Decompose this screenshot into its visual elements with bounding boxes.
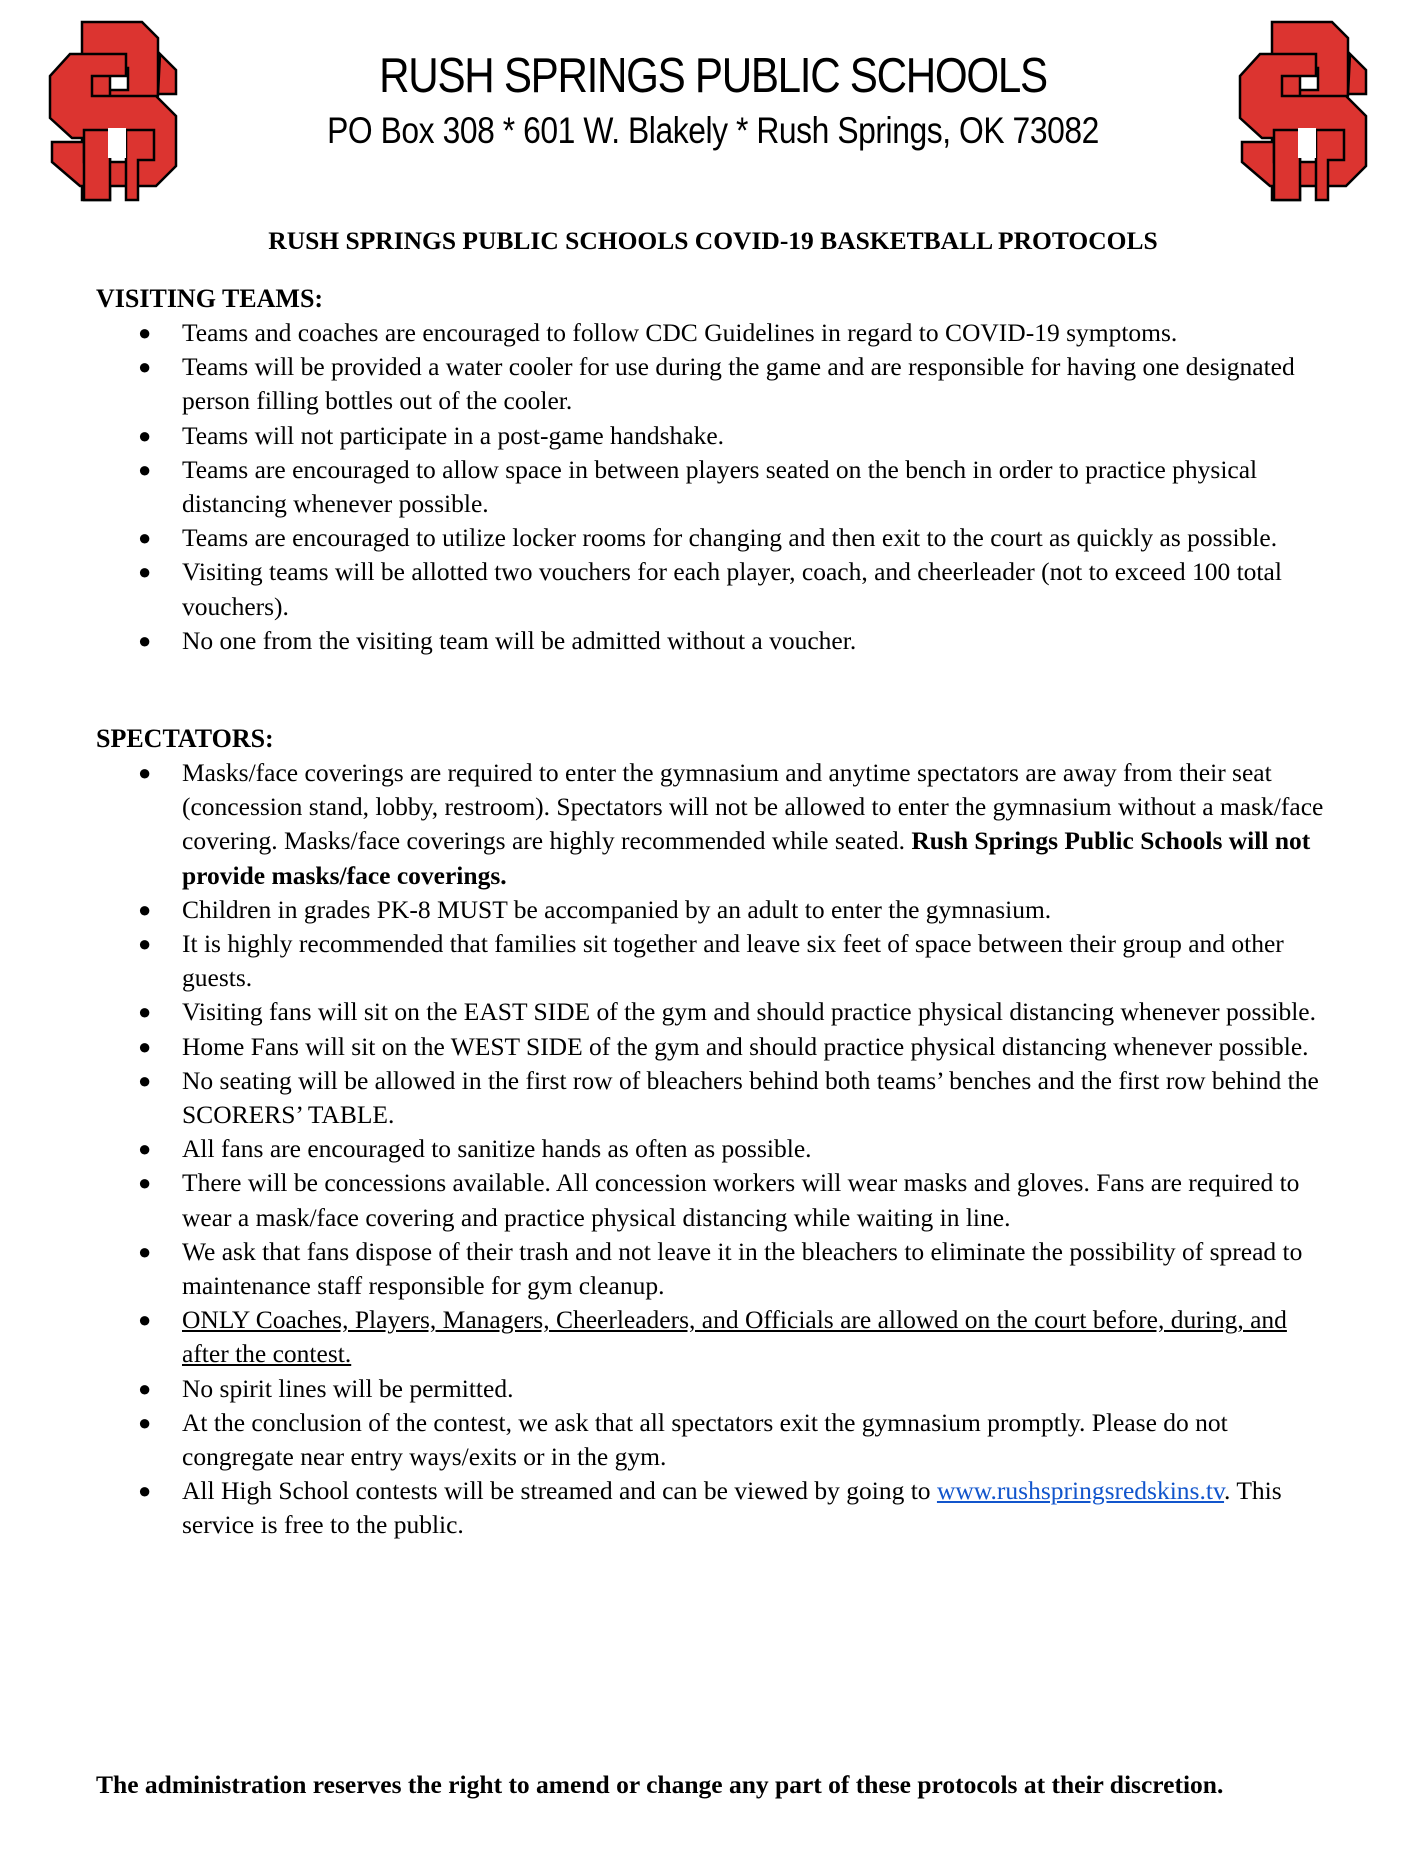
bullet-icon: ● [138, 999, 152, 1025]
bullet-icon: ● [138, 1375, 152, 1401]
bullet-icon: ● [138, 1307, 152, 1333]
list-item: ● We ask that fans dispose of their trash and not leave it in the bleachers to eliminate the possibility of spread to maintenance staff responsible for gym cleanup. [138, 1236, 1303, 1301]
list-item: ● Home Fans will sit on the WEST SIDE of the gym and should practice physical distancing whenever possible. [96, 1030, 1336, 1064]
section-heading: SPECTATORS: [96, 724, 274, 753]
bullet-icon: ● [138, 931, 152, 957]
bullet-icon: ● [138, 1136, 152, 1162]
list-item: ● Children in grades PK-8 MUST be accompanied by an adult to enter the gymnasium. [96, 893, 1336, 927]
bullet-icon: ● [138, 1067, 152, 1093]
footer-disclaimer: The administration reserves the right to amend or change any part of these protocols at their discretion. [96, 1770, 1224, 1799]
bullet-icon: ● [138, 760, 152, 785]
bullet-icon: ● [138, 627, 152, 653]
spectators-list [96, 756, 1346, 1543]
bullet-icon: ● [138, 1478, 152, 1504]
bullet-icon: ● [138, 559, 152, 585]
list-item: ● At the conclusion of the contest, we ask that all spectators exit the gymnasium promptly. Please do not congregate near entry ways/exits or in the gym. [138, 1407, 1228, 1472]
list-item: ● Teams are encouraged to utilize locker rooms for changing and then exit to the court as quickly as possible. [96, 521, 1336, 555]
section-heading: VISITING TEAMS: [96, 284, 324, 313]
list-item: ● Teams and coaches are encouraged to follow CDC Guidelines in regard to COVID-19 symptoms. [96, 316, 1336, 350]
document-title: RUSH SPRINGS PUBLIC SCHOOLS COVID-19 BASKETBALL PROTOCOLS [268, 226, 1158, 255]
bullet-icon: ● [138, 456, 152, 482]
stream-link[interactable]: www.rushspringsredskins.tv [936, 1476, 1225, 1506]
bullet-icon: ● [138, 354, 152, 380]
list-item [96, 1303, 1336, 1371]
list-item: ● All High School contests will be streamed and can be viewed by going to www.rushspringsredskins.tv. This service is free to the public. [138, 1476, 1282, 1540]
list-item: ● It is highly recommended that families sit together and leave six feet of space between their group and other guests. [138, 929, 1284, 993]
letterhead-address: PO Box 308 * 601 W. Blakely * Rush Springs, OK 73082 [327, 110, 1099, 151]
list-item: ● Masks/face coverings are required to enter the gymnasium and anytime spectators are away from their seat (concession stand, lobby, restroom). Spectators will not be allowed to enter the gymnasium without a mask/face covering. Masks/face coverings are highly recommended while seated. Rush Springs Public Schools will not provide masks/face coverings. [138, 758, 1324, 890]
list-item: ● All fans are encouraged to sanitize hands as often as possible. [96, 1132, 1336, 1166]
list-item: ● Teams are encouraged to allow space in between players seated on the bench in order to practice physical distancing whenever possible. [138, 454, 1258, 519]
court-access-notice: ONLY Coaches, Players, Managers, Cheerleaders, and Officials are allowed on the court before, during, and after the contest. [182, 1305, 1287, 1369]
list-item: ● Visiting teams will be allotted two vouchers for each player, coach, and cheerleader (not to exceed 100 total vouchers). [138, 557, 1282, 621]
masks-notice: Rush Springs Public Schools will not provide masks/face coverings. [182, 826, 1311, 890]
list-item: ● No one from the visiting team will be admitted without a voucher. [96, 624, 1336, 658]
list-item: ● No spirit lines will be permitted. [96, 1372, 1336, 1406]
bullet-icon: ● [138, 1409, 152, 1435]
bullet-icon: ● [138, 1238, 152, 1264]
list-item: ● Teams will not participate in a post-game handshake. [96, 419, 1336, 453]
bullet-icon: ● [138, 1170, 152, 1196]
list-item: ● Visiting fans will sit on the EAST SIDE of the gym and should practice physical distancing whenever possible. [96, 995, 1336, 1029]
list-item: ● There will be concessions available. All concession workers will wear masks and gloves. Fans are required to wear a mask/face covering and practice physical distancing while waiting in line. [138, 1168, 1300, 1232]
spectators-section [96, 722, 1346, 1543]
bullet-icon: ● [138, 1033, 152, 1059]
visiting-teams-list [96, 316, 1346, 658]
list-item: ● No seating will be allowed in the first row of bleachers behind both teams’ benches and the first row behind the SCORERS’ TABLE. [138, 1065, 1319, 1130]
bullet-icon: ● [138, 320, 152, 345]
bullet-icon: ● [138, 422, 152, 448]
bullet-icon: ● [138, 896, 152, 922]
list-item: ● Teams will be provided a water cooler for use during the game and are responsible for having one designated person filling bottles out of the cooler. [138, 352, 1295, 416]
letterhead-title: RUSH SPRINGS PUBLIC SCHOOLS [379, 49, 1047, 103]
bullet-icon: ● [138, 525, 152, 551]
visiting-teams-section [96, 282, 1346, 658]
